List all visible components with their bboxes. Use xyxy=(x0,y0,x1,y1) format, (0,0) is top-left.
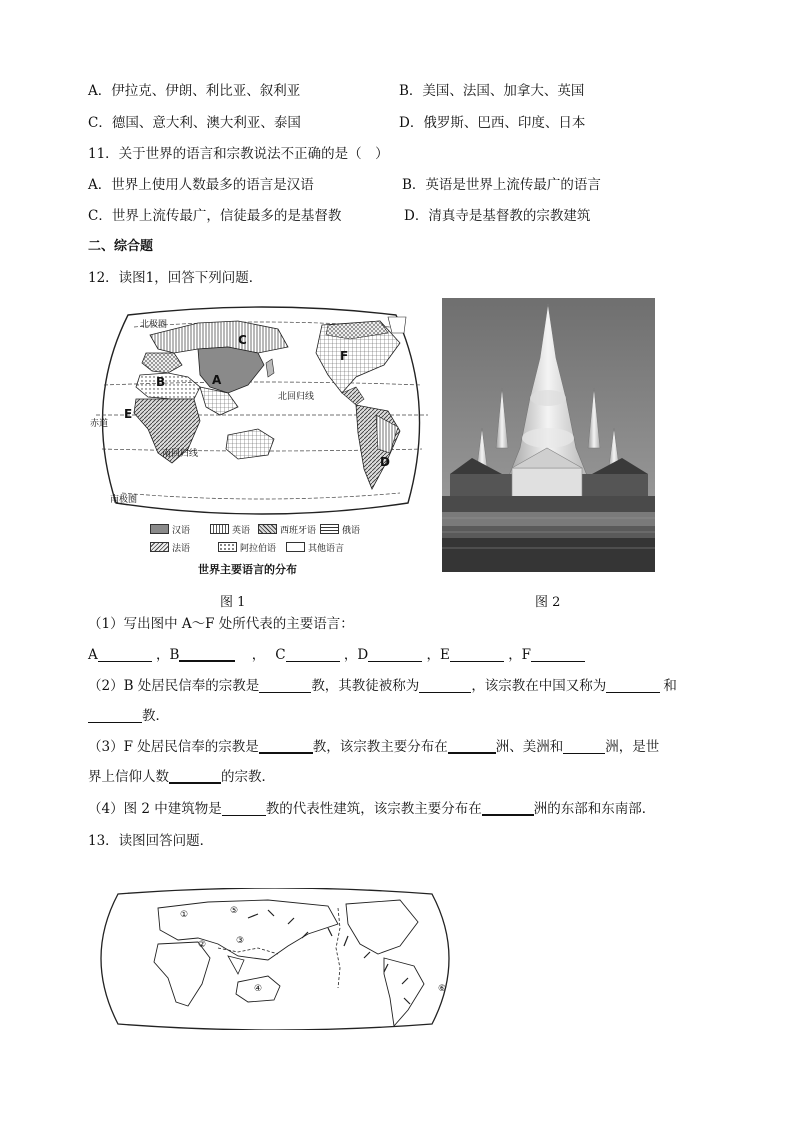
blank-b-believers[interactable] xyxy=(419,678,471,693)
q12-sub2-line1: （2）B 处居民信奉的宗教是 教，其教徒被称为 ，该宗教在中国又称为 和 xyxy=(88,678,677,694)
legend-item-arabic: 阿拉伯语 xyxy=(218,541,276,554)
map-label-north-polar-circle: 北极圈 xyxy=(140,320,168,330)
q11-stem: 11．关于世界的语言和宗教说法不正确的是（ ） xyxy=(88,146,389,162)
language-map-figure xyxy=(88,303,436,583)
q12-sub3-line1: （3）F 处居民信奉的宗教是 教，该宗教主要分布在 洲、美洲和 洲，是世 xyxy=(88,739,660,755)
q10-option-a: A．伊拉克、伊朗、利比亚、叙利亚 xyxy=(88,83,301,99)
blank-d[interactable] xyxy=(368,647,422,662)
map-title: 世界主要语言的分布 xyxy=(198,563,297,576)
map-label-south-polar-circle: 南极圈 xyxy=(110,495,138,505)
blank-b-religion[interactable] xyxy=(259,678,311,693)
plate-marker-3: ③ xyxy=(236,936,245,946)
q10-option-c: C．德国、意大利、澳大利亚、泰国 xyxy=(88,115,301,131)
legend-item-spanish: 西班牙语 xyxy=(258,523,316,536)
plate-marker-6: ⑥ xyxy=(438,984,447,994)
q12-sub1-text: （1）写出图中 A～F 处所代表的主要语言： xyxy=(88,616,354,632)
plate-marker-5: ⑤ xyxy=(230,906,239,916)
q12-stem: 12．读图1，回答下列问题． xyxy=(88,270,263,286)
q11-option-c: C．世界上流传最广，信徒最多的是基督教 xyxy=(88,208,342,224)
plate-marker-2: ② xyxy=(198,940,207,950)
plate-marker-1: ① xyxy=(180,910,189,920)
blank-c[interactable] xyxy=(286,647,340,662)
blank-b[interactable] xyxy=(179,646,235,662)
q12-sub1-answers: A ，B ， C ，D ，E ，F xyxy=(88,645,585,665)
map-label-equator: 赤道 xyxy=(90,419,109,429)
map-label-tropic-of-cancer: 北回归线 xyxy=(278,392,315,402)
plate-map-figure xyxy=(88,888,462,1030)
q13-stem: 13．读图回答问题． xyxy=(88,833,214,849)
figure-1-caption: 图 1 xyxy=(220,595,246,610)
map-marker-b: B xyxy=(156,375,166,389)
map-marker-d: D xyxy=(380,455,390,469)
blank-b-china-name-2[interactable] xyxy=(88,708,142,723)
pagoda-photo xyxy=(442,298,655,572)
map-marker-a: A xyxy=(212,373,222,387)
legend-item-chinese: 汉语 xyxy=(150,523,190,536)
q11-option-d: D．清真寺是基督教的宗教建筑 xyxy=(404,208,591,224)
q12-sub3-line2: 界上信仰人数 的宗教． xyxy=(88,769,275,785)
section-title: 二、综合题 xyxy=(88,239,154,254)
blank-f-believers-count[interactable] xyxy=(169,768,221,784)
blank-f[interactable] xyxy=(531,647,585,662)
legend-item-russian: 俄语 xyxy=(320,523,360,536)
map-label-tropic-of-capricorn: 南回归线 xyxy=(162,449,199,459)
blank-f-religion[interactable] xyxy=(259,738,313,754)
pagoda-illustration xyxy=(442,298,655,572)
blank-f-continent-2[interactable] xyxy=(563,739,605,754)
blank-pagoda-religion[interactable] xyxy=(222,801,266,816)
q10-option-d: D．俄罗斯、巴西、印度、日本 xyxy=(399,115,586,131)
blank-a[interactable] xyxy=(98,647,152,662)
q10-option-b: B．美国、法国、加拿大、英国 xyxy=(399,83,585,99)
map-marker-f: F xyxy=(340,349,349,363)
legend-item-english: 英语 xyxy=(210,523,250,536)
q12-sub4: （4）图 2 中建筑物是 教的代表性建筑，该宗教主要分布在 洲的东部和东南部． xyxy=(88,801,656,817)
q11-option-b: B．英语是世界上流传最广的语言 xyxy=(402,177,601,193)
blank-b-china-name-1[interactable] xyxy=(606,678,660,693)
map-marker-e: E xyxy=(124,407,133,421)
legend-item-french: 法语 xyxy=(150,541,190,554)
figure-2-caption: 图 2 xyxy=(535,595,561,610)
q12-sub2-line2: 教． xyxy=(88,706,169,726)
plate-map-svg xyxy=(88,888,462,1030)
legend-item-other: 其他语言 xyxy=(286,541,344,554)
blank-pagoda-continent[interactable] xyxy=(482,800,534,816)
plate-marker-4: ④ xyxy=(254,984,263,994)
q11-option-a: A．世界上使用人数最多的语言是汉语 xyxy=(88,177,314,193)
blank-e[interactable] xyxy=(450,647,504,662)
blank-f-continent-1[interactable] xyxy=(448,738,496,754)
map-marker-c: C xyxy=(238,333,247,347)
